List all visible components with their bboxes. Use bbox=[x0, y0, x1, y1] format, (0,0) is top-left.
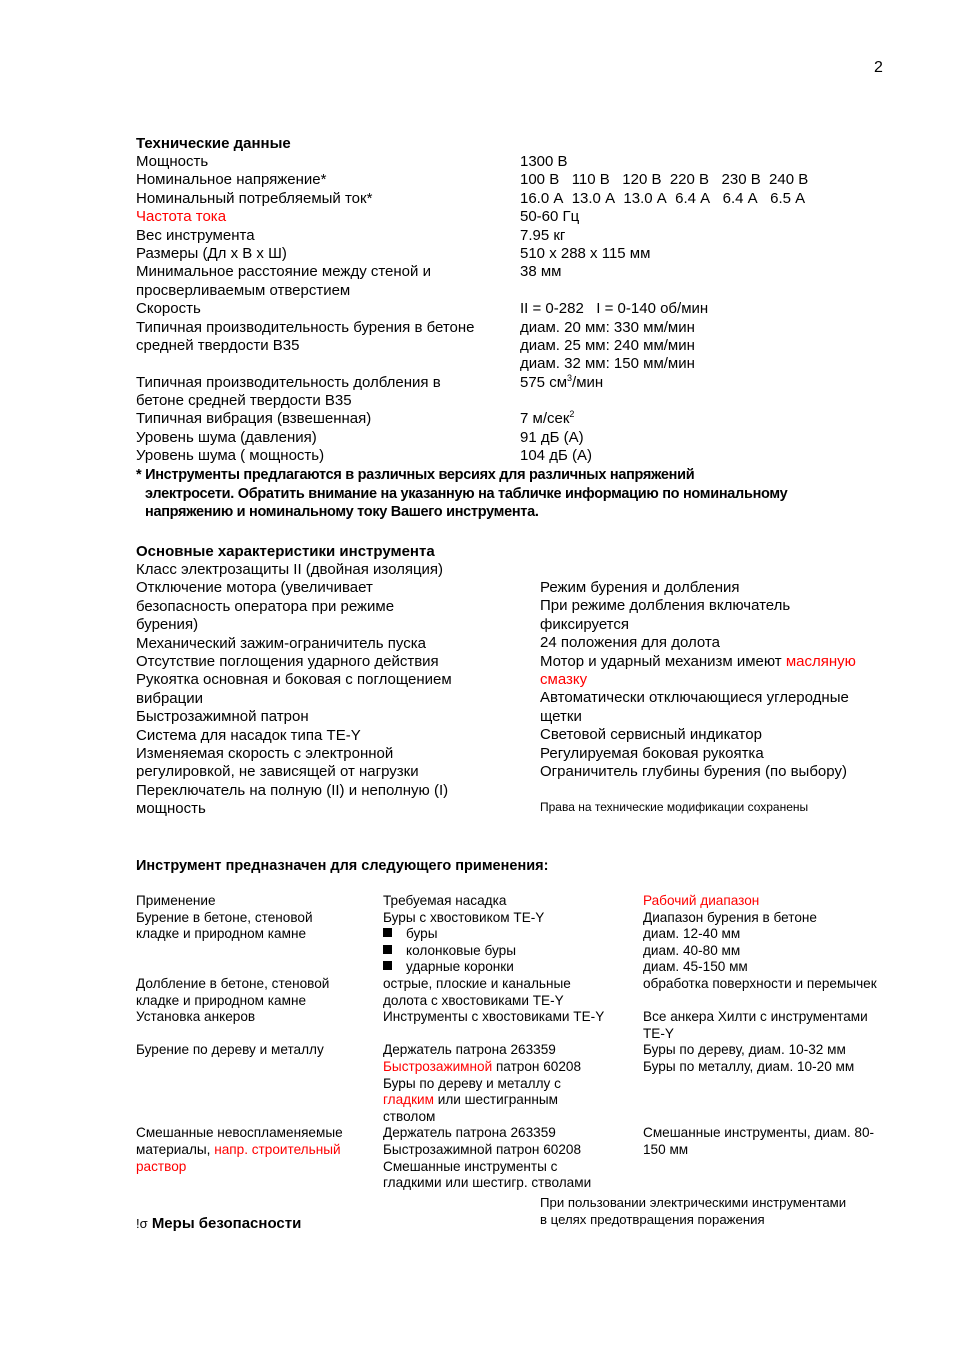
feature-item: вибрации bbox=[136, 689, 203, 707]
tech-value: диам. 32 мм: 150 мм/мин bbox=[520, 355, 695, 373]
feature-item: Рукоятка основная и боковая с поглощением bbox=[136, 671, 452, 689]
tech-label: Скорость bbox=[136, 300, 201, 318]
tech-label: Минимальное расстояние между стеной и bbox=[136, 263, 431, 281]
feature-item: Класс электрозащиты II (двойная изоляция) bbox=[136, 561, 444, 578]
tech-value-vibration: 7 м/сек$^2$ bbox=[520, 409, 575, 428]
tech-value: 91 дБ (А) bbox=[520, 428, 584, 446]
tech-value: 7.95 кг bbox=[520, 226, 566, 244]
square-bullet-icon bbox=[383, 961, 392, 970]
feature-item: Регулируемая боковая рукоятка bbox=[540, 744, 764, 762]
page-number: 2 bbox=[874, 59, 883, 76]
feature-item: Механический зажим-ограничитель пуска bbox=[136, 634, 426, 652]
tech-label: бетоне средней твердости B35 bbox=[136, 392, 352, 410]
features-left-list bbox=[136, 561, 452, 818]
tech-data-labels bbox=[136, 153, 475, 466]
tech-data-values bbox=[520, 153, 808, 466]
warning-sigma-icon: !σ bbox=[136, 1216, 148, 1231]
feature-item: фиксируется bbox=[540, 615, 630, 633]
feature-item: мощность bbox=[136, 800, 206, 818]
feature-item: Режим бурения и долбления bbox=[540, 579, 740, 596]
col-header-application: Применение bbox=[136, 893, 216, 908]
tech-label: Вес инструмента bbox=[136, 226, 255, 244]
feature-item: 24 положения для долота bbox=[540, 634, 720, 652]
square-bullet-icon bbox=[383, 928, 392, 937]
feature-item: Система для насадок типа TE-Y bbox=[136, 726, 361, 744]
tech-value: диам. 20 мм: 330 мм/мин bbox=[520, 318, 695, 336]
tech-label: Типичная производительность долбления в bbox=[136, 373, 441, 391]
bullet-item: колонковые буры bbox=[383, 943, 604, 960]
tech-label: Мощность bbox=[136, 153, 209, 170]
tech-value: 510 x 288 x 115 мм bbox=[520, 244, 651, 262]
tech-label: Типичная вибрация (взвешенная) bbox=[136, 410, 372, 428]
tech-label: средней твердости B35 bbox=[136, 336, 300, 354]
feature-item: Отсутствие поглощения ударного действия bbox=[136, 652, 439, 670]
feature-item: Световой сервисный индикатор bbox=[540, 726, 762, 744]
feature-item: При режиме долбления включатель bbox=[540, 597, 791, 615]
application-heading: Инструмент предназначен для следующего применения: bbox=[136, 858, 549, 874]
bullet-item: буры bbox=[383, 926, 604, 943]
tech-value: диам. 25 мм: 240 мм/мин bbox=[520, 336, 695, 354]
tech-value-voltage: 100 В 110 В 120 В 220 В 230 В 240 В bbox=[520, 171, 809, 189]
feature-item: Отключение мотора (увеличивает bbox=[136, 579, 373, 597]
application-col-range: Рабочий диапазон Диапазон бурения в бетоне диам. 12-40 мм диам. 40-80 мм диам. 45-150 мм обработка поверхности и перемычек Все анкера Хилти с инструментами TE-Y Буры по дереву, диам. 10-32 мм Буры по металлу, диам. 10-20 мм Смешанные инструменты, диам. 80- 150 мм bbox=[643, 893, 877, 1157]
tech-footnote: * Инструменты предлагаются в различных версиях для различных напряжений электросети. Обратить внимание на указанную на табличке информацию по номинальному напряжению и номинальному току Вашего инструмента. bbox=[136, 467, 788, 520]
rights-note: Права на технические модификации сохранены bbox=[540, 800, 809, 814]
feature-item: Быстрозажимной патрон bbox=[136, 708, 309, 726]
feature-item: смазку bbox=[540, 670, 588, 688]
safety-heading: Меры безопасности bbox=[151, 1215, 302, 1232]
tech-value-current: 16.0 А 13.0 А 13.0 А 6.4 А 6.4 А 6.5 А bbox=[520, 189, 806, 207]
feature-item: щетки bbox=[540, 707, 582, 725]
safety-heading-row bbox=[136, 1215, 301, 1233]
application-col-tool: Требуемая насадка Буры с хвостовиком TE-Y буры колонковые буры ударные коронки острые, плоские и канальные долота с хвостовиками TE-Y Инструменты с хвостовиками TE-Y Держатель патрона 263359 Быстрозажимной патрон 60208 Буры по дереву и металлу с гладким или шестигранным стволом Держатель патрона 263359 Быстрозажимной патрон 60208 Смешанные инструменты с гладкими или шестигр. стволами bbox=[383, 893, 605, 1191]
tech-data-heading: Технические данные bbox=[136, 135, 291, 152]
tech-value: 38 мм bbox=[520, 263, 562, 281]
feature-item: Автоматически отключающиеся углеродные bbox=[540, 689, 849, 707]
feature-item: Переключатель на полную (II) и неполную (I) bbox=[136, 781, 449, 799]
tech-value-chiseling: 575 $см^3$/мин bbox=[520, 372, 604, 391]
features-heading: Основные характеристики инструмента bbox=[136, 543, 435, 560]
tech-value: 1300 В bbox=[520, 153, 568, 170]
tech-label-frequency: Частота тока bbox=[136, 208, 227, 226]
tech-value-speed: II = 0-282 I = 0-140 об/мин bbox=[520, 300, 709, 318]
bullet-item: ударные коронки bbox=[383, 959, 604, 976]
tech-label: Номинальное напряжение* bbox=[136, 171, 327, 189]
feature-item: регулировкой, не зависящей от нагрузки bbox=[136, 763, 419, 781]
safety-note: При пользовании электрическими инструментами в целях предотвращения поражения bbox=[540, 1195, 847, 1227]
tech-label: Уровень шума ( мощность) bbox=[136, 447, 325, 465]
square-bullet-icon bbox=[383, 945, 392, 954]
feature-item: безопасность оператора при режиме bbox=[136, 597, 395, 615]
tech-value: 50-60 Гц bbox=[520, 208, 580, 226]
col-header-range: Рабочий диапазон bbox=[643, 893, 760, 908]
tech-value: 104 дБ (А) bbox=[520, 447, 592, 465]
tech-label: Размеры (Дл x В x Ш) bbox=[136, 244, 287, 262]
tech-label: Номинальный потребляемый ток* bbox=[136, 189, 373, 207]
feature-item: Мотор и ударный механизм имеют масляную bbox=[540, 652, 856, 670]
tech-label: Типичная производительность бурения в бетоне bbox=[136, 318, 475, 336]
feature-item: Изменяемая скорость с электронной bbox=[136, 744, 394, 762]
features-right-list bbox=[540, 579, 856, 781]
feature-item: Ограничитель глубины бурения (по выбору) bbox=[540, 762, 847, 780]
feature-item: бурения) bbox=[136, 616, 199, 634]
tech-label: просверливаемым отверстием bbox=[136, 281, 351, 299]
col-header-tool: Требуемая насадка bbox=[383, 893, 507, 908]
application-col-app: Применение Бурение в бетоне, стеновой кладке и природном камне Долбление в бетоне, стеновой кладке и природном камне Установка анкеров Бурение по дереву и металлу Смешанные невоспламеняемые материалы, напр. строительный раствор bbox=[136, 893, 343, 1174]
tech-label: Уровень шума (давления) bbox=[136, 428, 317, 446]
